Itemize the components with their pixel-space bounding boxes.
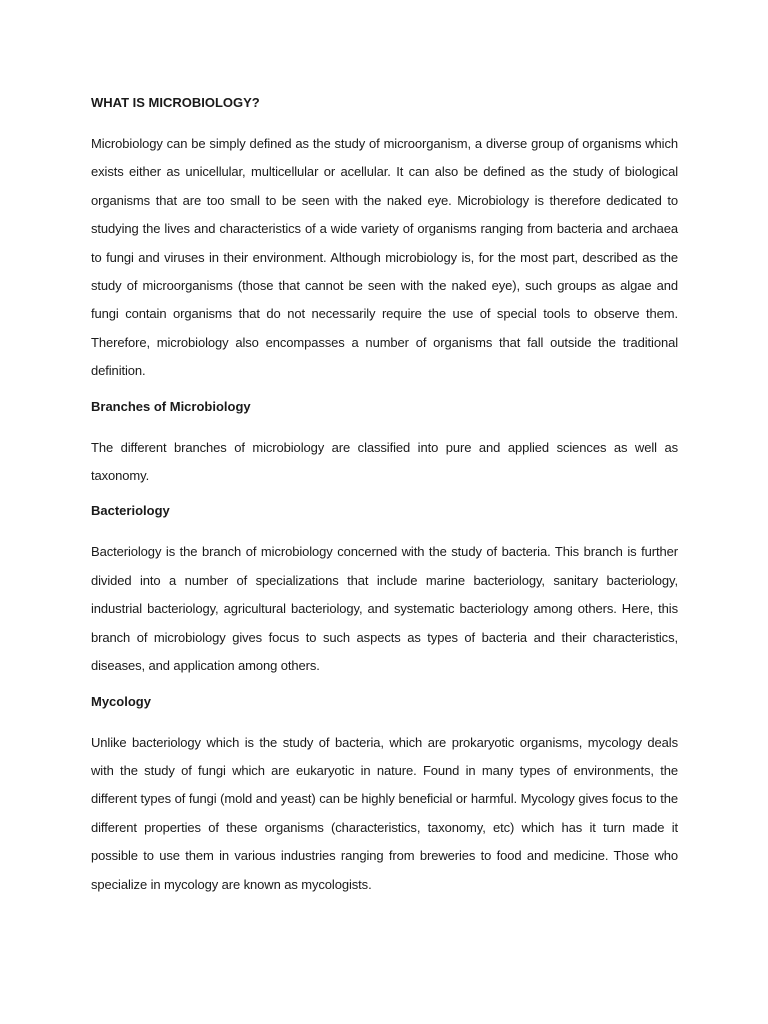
document-page xyxy=(91,92,678,909)
section-heading-bacteriology: Bacteriology xyxy=(91,503,170,519)
section-heading-branches: Branches of Microbiology xyxy=(91,398,251,414)
section-heading-mycology: Mycology xyxy=(91,693,151,709)
intro-paragraph: Microbiology can be simply defined as the study of microorganism, a diverse group of organisms which exists either as unicellular, multicellular or acellular. It can also be defined as the study of biological organisms that are too small to be seen with the naked eye. Microbiology is therefore dedicated to studying the lives and characteristics of a wide variety of organisms ranging from bacteria and archaea to fungi and viruses in their environment. Although microbiology is, for the most part, described as the study of microorganisms (those that cannot be seen with the naked eye), such groups as algae and fungi contain organisms that do not necessarily require the use of special tools to observe them. Therefore, microbiology also encompasses a number of organisms that fall outside the traditional definition. xyxy=(91,136,678,379)
section-body-branches: The different branches of microbiology are classified into pure and applied sciences as well as taxonomy. xyxy=(91,439,678,484)
section-body-bacteriology: Bacteriology is the branch of microbiology concerned with the study of bacteria. This branch is further divided into a number of specializations that include marine bacteriology, sanitary bacteriology, industrial bacteriology, agricultural bacteriology, and systematic bacteriology among others. Here, this branch of microbiology gives focus to such aspects as types of bacteria and their characteristics, diseases, and application among others. xyxy=(91,544,678,674)
document-title: WHAT IS MICROBIOLOGY? xyxy=(91,95,260,110)
section-body-mycology: Unlike bacteriology which is the study of bacteria, which are prokaryotic organisms, mycology deals with the study of fungi which are eukaryotic in nature. Found in many types of environments, the different types of fungi (mold and yeast) can be highly beneficial or harmful. Mycology gives focus to the different properties of these organisms (characteristics, taxonomy, etc) which has it turn made it possible to use them in various industries ranging from breweries to food and medicine. Those who specialize in mycology are known as mycologists. xyxy=(91,734,678,892)
